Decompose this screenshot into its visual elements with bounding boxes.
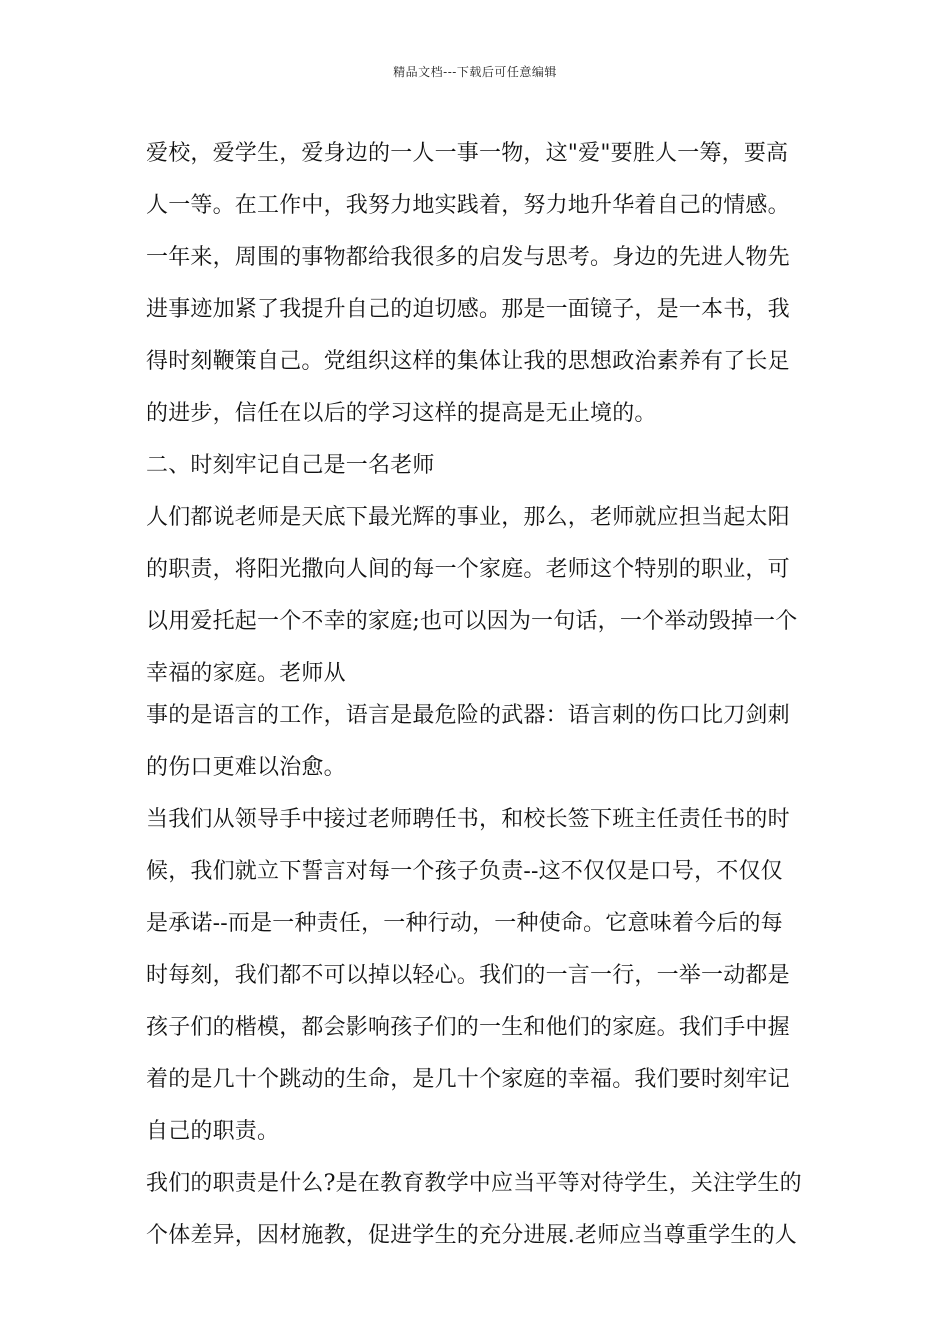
section-heading: 二、时刻牢记自己是一名老师 — [146, 453, 435, 478]
text-line: 时每刻，我们都不可以掉以轻心。我们的一言一行，一举一动都是 — [146, 963, 790, 988]
text-line: 爱校，爱学生，爱身边的一人一事一物，这"爱"要胜人一筹，要高 — [146, 141, 789, 166]
text-line: 自己的职责。 — [146, 1119, 280, 1144]
text-line: 以用爱托起一个不幸的家庭;也可以因为一句话，一个举动毁掉一个 — [146, 609, 798, 634]
text-line: 事的是语言的工作，语言是最危险的武器：语言刺的伤口比刀剑刺 — [146, 703, 790, 728]
text-line: 候，我们就立下誓言对每一个孩子负责--这不仅仅是口号，不仅仅 — [146, 859, 783, 884]
text-line: 的职责，将阳光撒向人间的每一个家庭。老师这个特别的职业，可 — [146, 557, 790, 582]
text-line: 我们的职责是什么?是在教育教学中应当平等对待学生，关注学生的 — [146, 1171, 802, 1196]
text-line: 当我们从领导手中接过老师聘任书，和校长签下班主任责任书的时 — [146, 807, 790, 832]
document-body — [146, 128, 810, 1262]
text-line: 孩子们的楷模，都会影响孩子们的一生和他们的家庭。我们手中握 — [146, 1015, 790, 1040]
text-line: 着的是几十个跳动的生命，是几十个家庭的幸福。我们要时刻牢记 — [146, 1067, 790, 1092]
text-line: 人一等。在工作中，我努力地实践着，努力地升华着自己的情感。 — [146, 193, 790, 218]
text-line: 的进步，信任在以后的学习这样的提高是无止境的。 — [146, 401, 657, 426]
page-header: 精品文档---下载后可任意编辑 — [393, 65, 557, 79]
text-line: 幸福的家庭。老师从 — [146, 661, 346, 686]
text-line: 的伤口更难以治愈。 — [146, 755, 346, 780]
text-line: 是承诺--而是一种责任，一种行动，一种使命。它意味着今后的每 — [146, 911, 783, 936]
text-line: 进事迹加紧了我提升自己的迫切感。那是一面镜子，是一本书，我 — [146, 297, 790, 322]
text-line: 得时刻鞭策自己。党组织这样的集体让我的思想政治素养有了长足 — [146, 349, 790, 374]
text-line: 人们都说老师是天底下最光辉的事业，那么，老师就应担当起太阳 — [146, 505, 790, 530]
text-line: 个体差异，因材施教，促进学生的充分进展.老师应当尊重学生的人 — [146, 1223, 797, 1248]
text-line: 一年来，周围的事物都给我很多的启发与思考。身边的先进人物先 — [146, 245, 790, 270]
